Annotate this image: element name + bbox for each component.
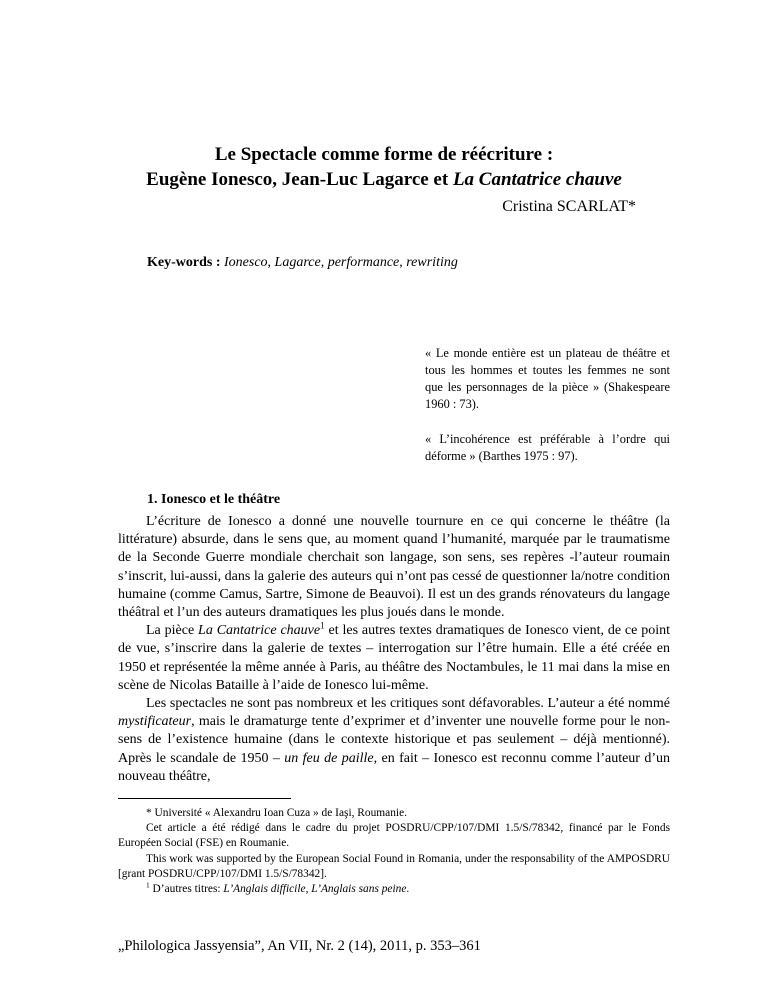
journal-citation: „Philologica Jassyensia”, An VII, Nr. 2 (14), 2011, p. 353–361 [118, 938, 481, 954]
italic-term: mystificateur [118, 714, 192, 730]
keyword-3: performance [327, 255, 400, 270]
article-title [0, 142, 768, 192]
footnote-end: . [406, 883, 410, 896]
footnotes [118, 806, 670, 897]
paragraph-3 [118, 695, 670, 786]
footnote-italic: L’Anglais difficile [223, 883, 306, 896]
epigraph-barthes: « L’incohérence est préférable à l’ordre qui déforme » (Barthes 1975 : 97). [425, 432, 670, 463]
footnote-funding-fr: Cet article a été rédigé dans le cadre du projet POSDRU/CPP/107/DMI 1.5/S/78342, financé par le Fonds Européen Social (FSE) en Roumanie. [118, 822, 670, 850]
author-name: Cristina SCARLAT* [502, 198, 636, 215]
paragraph-1: L’écriture de Ionesco a donné une nouvelle tournure en ce qui concerne le théâtre (la littérature) absurde, dans le sens que, au moment quand l’humanité, marquée par le traumatisme de la Seconde Guerre mondiale cherchait son langage, son sens, ses repères -l’auteur roumain s’inscrit, lui-aussi, dans la galerie des auteurs qui n’ont pas cessé de questionner la/notre condition humaine (comme Camus, Sartre, Simone de Beauvoi). Il est un des grands rénovateurs du langage théâtral et l’un des auteurs dramatiques les plus joués dans le monde. [118, 514, 670, 621]
footnote-sep: , [305, 883, 312, 896]
footnote-ref-1: 1 [320, 620, 325, 631]
paragraph-2 [118, 622, 670, 695]
paragraph-3-text: , mais le dramaturge tente d’exprimer et d’inventer une nouvelle forme pour le non-sens de l’existence humaine (dans le contexte historique et pas seulement – déjà mentionné). Après le scandale de 1950 – [118, 714, 670, 766]
keywords [147, 255, 458, 271]
keyword-sep: , [267, 255, 275, 270]
footnote-funding-en: This work was supported by the European Social Found in Romania, under the responsability of the AMPOSDRU [grant POSDRU/CPP/107/DMI 1.5/S/78342]. [118, 852, 670, 880]
footnote-number: 1 [146, 880, 150, 890]
title-line-2 [0, 167, 768, 192]
footnote-divider [118, 798, 291, 799]
keyword-sep: , [320, 255, 328, 270]
footnote-1 [118, 882, 670, 897]
keyword-sep: , [399, 255, 407, 270]
paragraph-3-text: , en fait – Ionesco est reconnu comme l’auteur d’un nouveau théâtre, [118, 750, 671, 784]
footnote-italic: L’Anglais sans peine [311, 883, 407, 896]
play-title-italic: La Cantatrice chauve [198, 623, 321, 639]
paragraph-3-text: Les spectacles ne sont pas nombreux et les critiques sont défavorables. L’auteur a été nommé [146, 696, 670, 712]
body-text [118, 513, 670, 786]
title-line-1: Le Spectacle comme forme de réécriture : [214, 144, 554, 165]
epigraph-shakespeare: « Le monde entière est un plateau de théâtre et tous les hommes et toutes les femmes ne sont que les personnages de la pièce » (Shakespeare 1960 : 73). [425, 346, 670, 411]
keywords-label: Key-words : [147, 255, 221, 270]
keyword-1: Ionesco [224, 255, 268, 270]
title-line-2-text: Eugène Ionesco, Jean-Luc Lagarce et [146, 169, 453, 190]
italic-term: un feu de paille [284, 750, 374, 766]
footnote-text: D’autres titres: [149, 883, 224, 896]
footnote-affiliation: * Université « Alexandru Ioan Cuza » de Iaşi, Roumanie. [146, 807, 407, 819]
keyword-2: Lagarce [274, 255, 321, 270]
section-heading: 1. Ionesco et le théâtre [147, 492, 281, 507]
paragraph-2-text: La pièce [146, 623, 199, 639]
keyword-4: rewriting [406, 255, 458, 270]
paragraph-2-text: et les autres textes dramatiques de Ionesco vient, de ce point de vue, s’inscrire dans la galerie de textes – interrogation sur l’être humain. Elle a été créée en 1950 et représentée la même année à Paris, au théâtre des Noctambules, le 11 mai dans la mise en scène de Nicolas Bataille à l’aide de Ionesco lui-même. [118, 623, 671, 693]
title-play-name: La Cantatrice chauve [452, 169, 622, 190]
